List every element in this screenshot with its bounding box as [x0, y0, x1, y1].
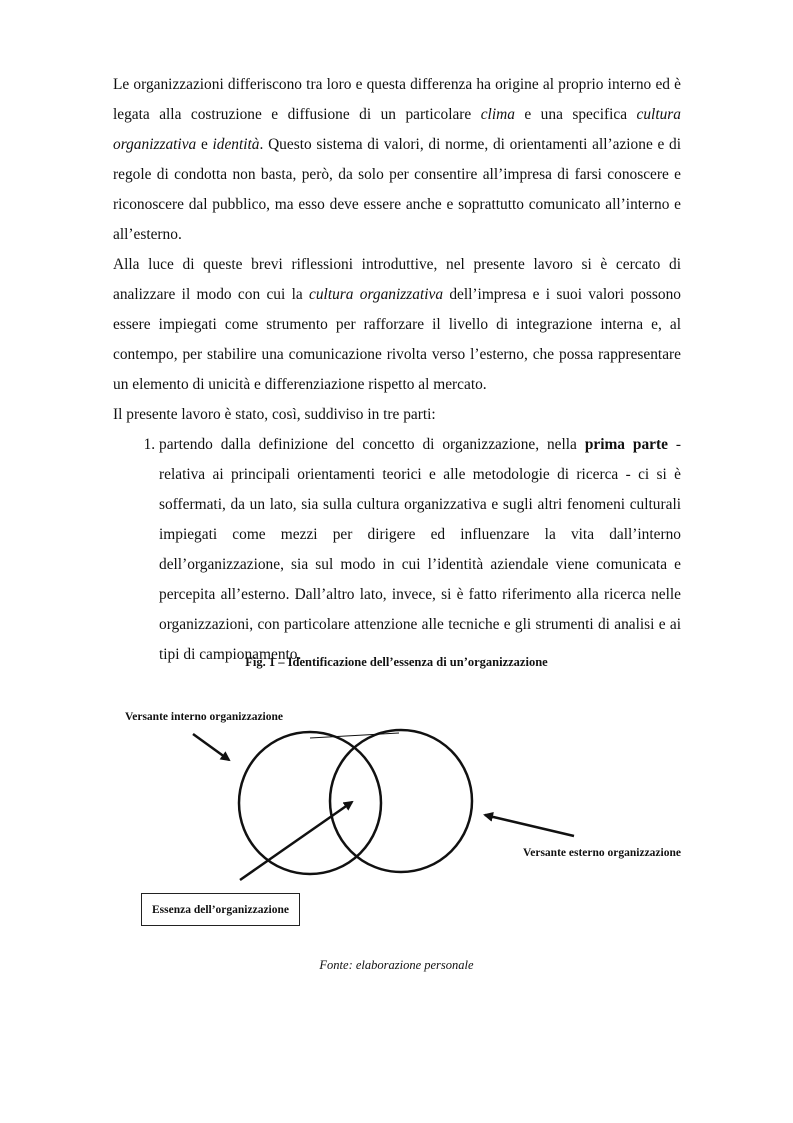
text-run: Alla luce di queste brevi riflessioni introduttive, nel presente lavoro si è cercato di analizzare il modo con cui la — [113, 256, 681, 303]
text-run: partendo dalla definizione del concetto di organizzazione, nella — [159, 436, 585, 453]
emphasis-identita: identità — [212, 136, 260, 153]
paragraph-structure: Il presente lavoro è stato, così, suddiviso in tre parti: — [113, 406, 436, 423]
text-run: e — [196, 136, 213, 153]
figure-source: Fonte: elaborazione personale — [319, 958, 474, 972]
emphasis-clima: clima — [480, 106, 515, 123]
figure-caption: Fig. 1 – Identificazione dell’essenza di un’organizzazione — [245, 655, 548, 669]
internal-circle — [239, 732, 381, 874]
bold-prima-parte: prima parte — [584, 436, 668, 453]
emphasis-cultura-organizzativa: cultura organizzativa — [113, 106, 681, 153]
label-external-side: Versante esterno organizzazione — [523, 847, 681, 859]
text-run: e una specifica — [514, 106, 637, 123]
arrow-external — [485, 815, 574, 836]
label-internal-side: Versante interno organizzazione — [125, 711, 283, 723]
text-run: Le organizzazioni differiscono tra loro e questa differenza ha origine al proprio interno ed è legata alla costruzione e diffusione di un particolare — [113, 76, 681, 123]
text-run: - relativa ai principali orientamenti teorici e alle metodologie di ricerca - ci si è soffermati, da un lato, sia sulla cultura organizzativa e sugli altri fenomeni culturali impiegati come mezzi per dirigere ed influenzare la vita dall’interno dell’organizzazione, sia sul modo in cui l’identità aziendale viene comunicata e percepita all’esterno. Dall’altro lato, invece, si è fatto riferimento alla ricerca nelle organizzazioni, con particolare attenzione alle tecniche e gli strumenti di analisi e ai tipi di campionamento. — [159, 436, 681, 663]
text-run: dell’impresa e i suoi valori possono essere impiegati come strumento per rafforzare il livello di integrazione interna e, al contempo, per stabilire una comunicazione rivolta verso l’esterno, che possa rappresentare un elemento di unicità e differenziazione rispetto al mercato. — [113, 286, 681, 393]
emphasis-cultura-organizzativa: cultura organizzativa — [309, 286, 444, 303]
essence-box — [141, 893, 300, 926]
arrow-internal — [193, 734, 229, 760]
label-essence: Essenza dell’organizzazione — [151, 903, 290, 916]
text-run: . Questo sistema di valori, di norme, di orientamenti all’azione e di regole di condotta non basta, però, da solo per consentire all’impresa di farsi conoscere e riconoscere dal pubblico, ma esso deve essere anche e soprattutto comunicato all’interno e all’esterno. — [113, 136, 681, 243]
